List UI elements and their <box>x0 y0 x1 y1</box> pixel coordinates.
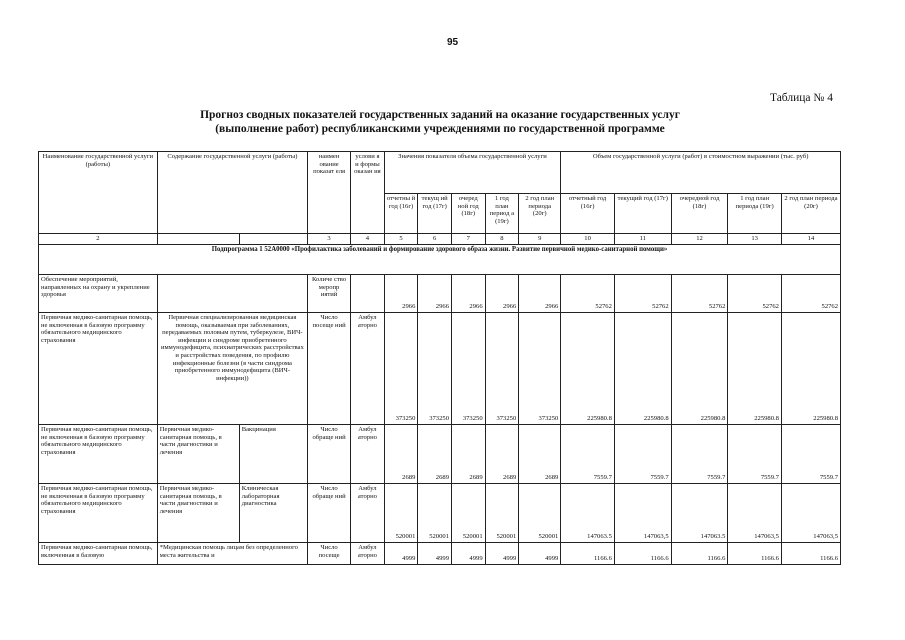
row-cost-value: 7559.7 <box>671 425 728 484</box>
row-volume-value: 520001 <box>384 484 418 543</box>
col-number: 14 <box>781 234 840 245</box>
col-number-blank <box>157 234 239 245</box>
row-cost-value: 52762 <box>561 275 615 313</box>
row-cost-value: 1166.6 <box>614 543 671 565</box>
header-name: Наименование государственной услуги (работы) <box>39 152 158 234</box>
title-line-1: Прогноз сводных показателей государственных заданий на оказание государственных услуг <box>200 109 680 121</box>
row-volume-value: 2689 <box>519 425 561 484</box>
row-cost-value: 52762 <box>728 275 782 313</box>
col-number: 4 <box>351 234 385 245</box>
table-row <box>39 425 841 484</box>
row-cost-value: 225980.8 <box>728 313 782 425</box>
col-number: 6 <box>418 234 452 245</box>
row-indicator: Число посеще <box>308 543 351 565</box>
header-v3: очеред ной год (18г) <box>451 194 485 234</box>
row-indicator: Число обраще ний <box>308 425 351 484</box>
row-content: Первичная медико-санитарная помощь, в части диагностики и лечения <box>157 484 239 543</box>
row-cost-value: 52762 <box>671 275 728 313</box>
col-number: 7 <box>451 234 485 245</box>
row-cost-value: 147063.5 <box>671 484 728 543</box>
row-conditions: Амбул аторно <box>351 425 385 484</box>
row-volume-value: 520001 <box>418 484 452 543</box>
row-cost-value: 225980.8 <box>561 313 615 425</box>
row-name: Первичная медико-санитарная помощь, не включенная в базовую программу обязательного медицинского страхования <box>39 313 158 425</box>
row-cost-value: 7559.7 <box>781 425 840 484</box>
row-volume-value: 2966 <box>451 275 485 313</box>
row-name: Первичная медико-санитарная помощь, не включенная в базовую программу обязательного медицинского страхования <box>39 425 158 484</box>
header-c4: 1 год план периода (19г) <box>728 194 782 234</box>
document-title <box>0 108 880 136</box>
row-volume-value: 2689 <box>451 425 485 484</box>
col-number: 11 <box>614 234 671 245</box>
row-content: Первичная медико-санитарная помощь, в части диагностики и лечения <box>157 425 239 484</box>
header-v2: текущ ий год (17г) <box>418 194 452 234</box>
table-row <box>39 484 841 543</box>
row-indicator: Количе ство меропр иятий <box>308 275 351 313</box>
table-row <box>39 313 841 425</box>
col-number: 9 <box>519 234 561 245</box>
row-name: Первичная медико-санитарная помощь, включенная в базовую <box>39 543 158 565</box>
header-c3: очередной год (18г) <box>671 194 728 234</box>
row-volume-value: 4999 <box>418 543 452 565</box>
row-cost-value: 225980.8 <box>781 313 840 425</box>
row-volume-value: 2689 <box>418 425 452 484</box>
row-cost-value: 7559.7 <box>561 425 615 484</box>
col-number: 13 <box>728 234 782 245</box>
row-cost-value: 52762 <box>781 275 840 313</box>
row-cost-value: 1166.6 <box>671 543 728 565</box>
row-conditions: Амбул аторно <box>351 543 385 565</box>
row-cost-value: 225980.8 <box>671 313 728 425</box>
row-indicator: Число посеще ний <box>308 313 351 425</box>
row-volume-value: 2966 <box>384 275 418 313</box>
header-volume-group: Значения показателя объема государственной услуги <box>384 152 561 194</box>
row-volume-value: 373250 <box>519 313 561 425</box>
page-number: 95 <box>446 37 459 48</box>
row-cost-value: 147063,5 <box>614 484 671 543</box>
row-cost-value: 1166.6 <box>561 543 615 565</box>
row-volume-value: 4999 <box>519 543 561 565</box>
row-cost-value: 52762 <box>614 275 671 313</box>
row-name: Первичная медико-санитарная помощь, не включенная в базовую программу обязательного медицинского страхования <box>39 484 158 543</box>
subprogram-title: Подпрограмма 1 52А0000 «Профилактика заболеваний и формирование здорового образа жизни. Развитие первичной медико-санитарной помощи» <box>39 245 841 275</box>
row-cost-value: 7559.7 <box>614 425 671 484</box>
row-name: Обеспечение мероприятий, направленных на охрану и укрепление здоровья <box>39 275 158 313</box>
row-cost-value: 1166.6 <box>781 543 840 565</box>
header-indicator: наимен ование показат еля <box>308 152 351 234</box>
row-cost-value: 147063,5 <box>781 484 840 543</box>
row-cost-value: 147063,5 <box>728 484 782 543</box>
row-cost-value: 1166.6 <box>728 543 782 565</box>
col-number: 3 <box>308 234 351 245</box>
header-cost-group: Объем государственной услуги (работ) в стоимостном выражении (тыс. руб) <box>561 152 841 194</box>
table-label: Таблица № 4 <box>769 92 833 104</box>
header-content: Содержание государственной услуги (работы) <box>157 152 307 234</box>
row-volume-value: 373250 <box>418 313 452 425</box>
col-number: 2 <box>39 234 158 245</box>
row-volume-value: 2689 <box>384 425 418 484</box>
col-number-blank <box>239 234 307 245</box>
header-row-1 <box>39 152 841 194</box>
row-cost-value: 147063.5 <box>561 484 615 543</box>
row-volume-value: 2966 <box>519 275 561 313</box>
row-volume-value: 520001 <box>519 484 561 543</box>
header-c1: отчетный год (16г) <box>561 194 615 234</box>
col-number: 8 <box>485 234 519 245</box>
row-volume-value: 520001 <box>451 484 485 543</box>
title-line-2: (выполнение работ) республиканскими учреждениями по государственной программе <box>215 123 665 135</box>
row-conditions: Амбул аторно <box>351 313 385 425</box>
col-number: 12 <box>671 234 728 245</box>
header-v1: отчетны й год (16г) <box>384 194 418 234</box>
row-indicator: Число обраще ний <box>308 484 351 543</box>
row-volume-value: 2966 <box>418 275 452 313</box>
row-content: Первичная специализированная медицинская помощь, оказываемая при заболеваниях, передаваемых половым путем, туберкулезе, ВИЧ-инфекции и синдроме приобретенного иммунодефицита, психиатрических расстройствах и расстройствах поведения, по профилю инфекционные болезни (в части синдрома приобретенного иммунодефицита (ВИЧ-инфекции)) <box>157 313 307 425</box>
row-volume-value: 373250 <box>485 313 519 425</box>
row-content <box>157 275 307 313</box>
row-content-detail: Вакцинация <box>239 425 307 484</box>
header-c5: 2 год план периода (20г) <box>781 194 840 234</box>
table-row <box>39 275 841 313</box>
row-cost-value: 225980.8 <box>614 313 671 425</box>
column-number-row <box>39 234 841 245</box>
header-c2: текущий год (17г) <box>614 194 671 234</box>
row-cost-value: 7559.7 <box>728 425 782 484</box>
header-conditions: услови я и формы оказан ия <box>351 152 385 234</box>
row-volume-value: 2689 <box>485 425 519 484</box>
row-volume-value: 4999 <box>485 543 519 565</box>
row-content: *Медицинская помощь лицам без определенного места жительства и <box>157 543 307 565</box>
row-conditions <box>351 275 385 313</box>
row-volume-value: 4999 <box>451 543 485 565</box>
table-row <box>39 543 841 565</box>
indicators-table <box>38 151 841 565</box>
row-volume-value: 373250 <box>384 313 418 425</box>
col-number: 10 <box>561 234 615 245</box>
col-number: 5 <box>384 234 418 245</box>
row-conditions: Амбул аторно <box>351 484 385 543</box>
row-volume-value: 4999 <box>384 543 418 565</box>
subprogram-row <box>39 245 841 275</box>
row-volume-value: 520001 <box>485 484 519 543</box>
header-v5: 2 год план периода (20г) <box>519 194 561 234</box>
header-v4: 1 год план период а (19г) <box>485 194 519 234</box>
row-volume-value: 2966 <box>485 275 519 313</box>
row-volume-value: 373250 <box>451 313 485 425</box>
row-content-detail: Клиническая лабораторная диагностика <box>239 484 307 543</box>
